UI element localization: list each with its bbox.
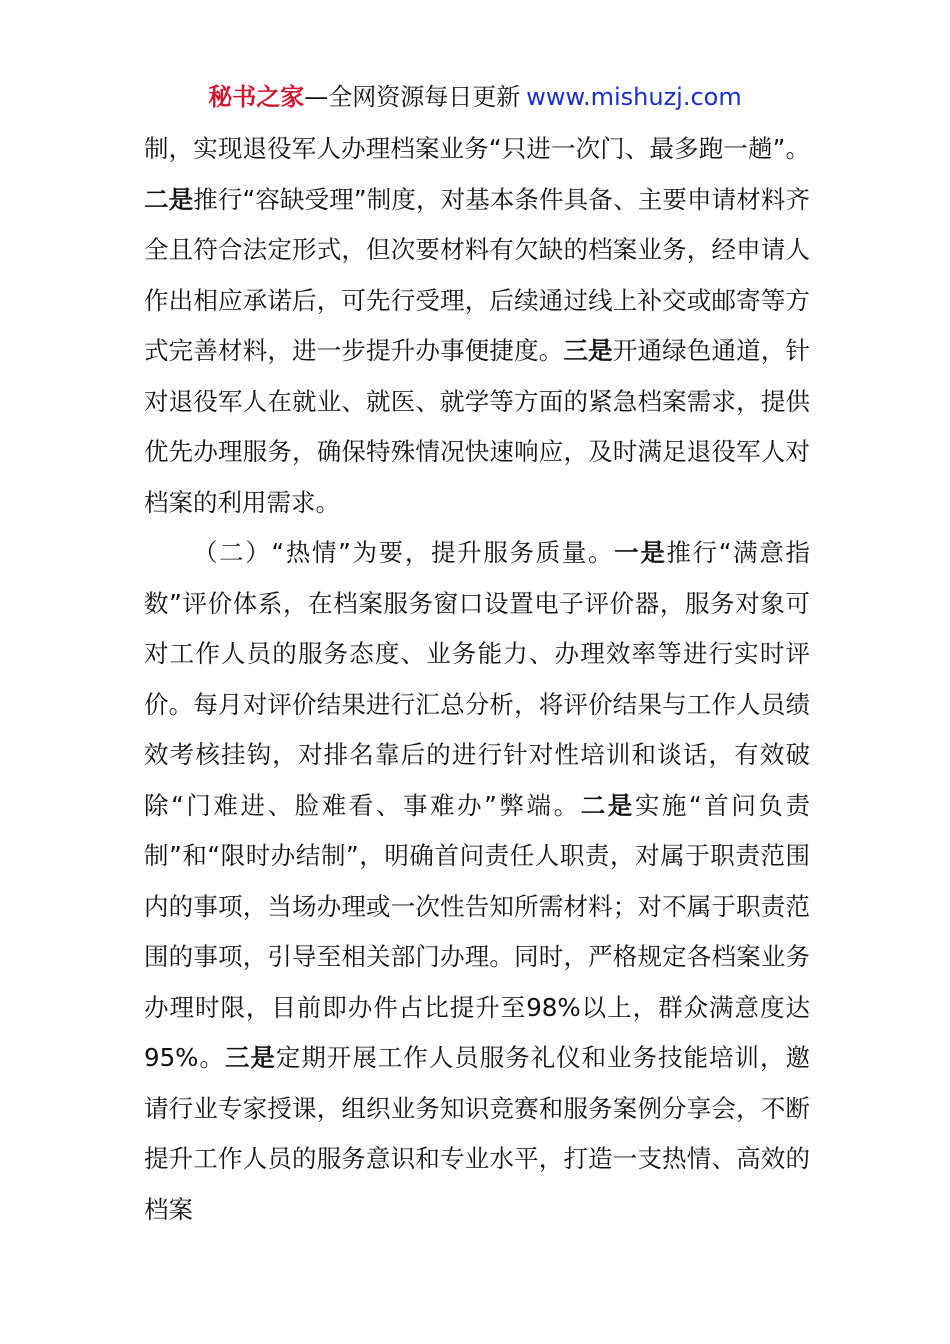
text-segment: 推行“满意指数”评价体系，在档案服务窗口设置电子评价器，服务对象可对工作人员的服务态度、业务能力、办理效率等进行实时评价。每月对评价结果进行汇总分析，将评价结果与工作人员绩效考核挂钩，对排名靠后的进行针对性培训和谈话，有效破除“门难进、脸难看、事难办”弊端。 (144, 538, 810, 820)
bold-marker-two: 二是 (580, 790, 635, 820)
paragraph-2 (144, 528, 810, 1235)
text-segment: 开通绿色通道，针对退役军人在就业、就医、就学等方面的紧急档案需求，提供优先办理服务，确保特殊情况快速响应，及时满足退役军人对档案的利用需求。 (144, 336, 811, 517)
bold-marker-three: 三是 (224, 1043, 276, 1072)
header-tagline: —全网资源每日更新 (304, 83, 521, 111)
section-heading-text: （二）“热情”为要，提升服务质量。 (193, 538, 615, 567)
bold-marker-one: 一是 (614, 538, 667, 567)
brand-name: 秘书之家 (208, 83, 305, 111)
text-segment: 推行“容缺受理”制度，对基本条件具备、主要申请材料齐全且符合法定形式，但次要材料有欠缺的档案业务，经申请人作出相应承诺后，可先行受理，后续通过线上补交或邮寄等方式完善材料，进一步提升办事便捷度。 (144, 184, 811, 365)
bold-marker-three: 三是 (563, 336, 613, 365)
header-url-link[interactable]: www.mishuzj.com (526, 83, 742, 111)
text-segment: 实施“首问负责制”和“限时办结制”，明确首问责任人职责，对属于职责范围内的事项，当场办理或一次性告知所需材料；对不属于职责范围的事项，引导至相关部门办理。同时，严格规定各档案业务办理时限，目前即办件占比提升至98%以上，群众满意度达 95%。 (144, 790, 810, 1072)
text-segment: 制，实现退役军人办理档案业务“只进一次门、最多跑一趟”。 (144, 134, 810, 163)
page-header (0, 80, 950, 114)
document-body (144, 124, 810, 1235)
bold-marker-two: 二是 (144, 184, 194, 214)
text-segment: 定期开展工作人员服务礼仪和业务技能培训，邀请行业专家授课，组织业务知识竞赛和服务案例分享会，不断提升工作人员的服务意识和专业水平，打造一支热情、高效的档案 (144, 1043, 810, 1224)
paragraph-1 (144, 124, 810, 528)
